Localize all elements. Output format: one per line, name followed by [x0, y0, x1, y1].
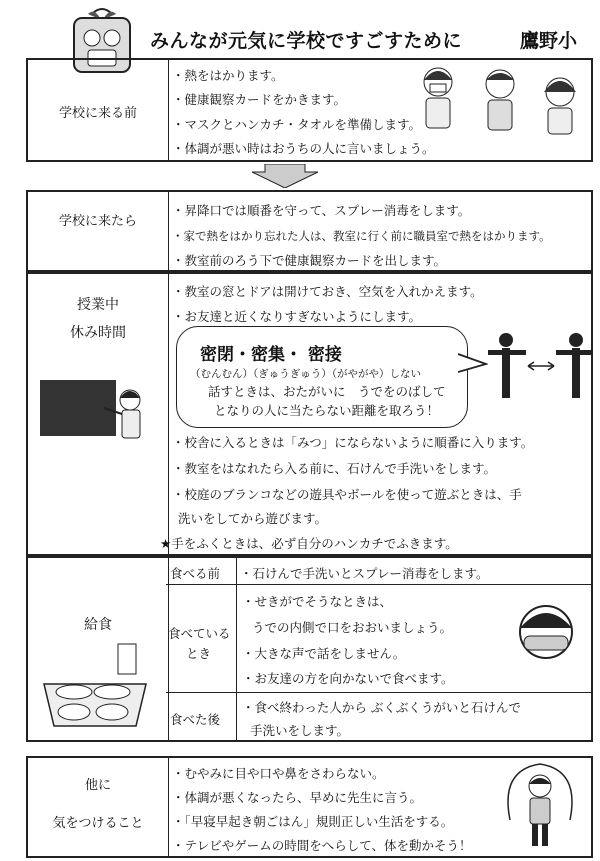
list-item: ・体調が悪くなったら、早めに先生に言う。 [172, 790, 423, 805]
lunch-row-divider [166, 584, 593, 585]
cough-child-illustration [512, 598, 580, 668]
divider [168, 60, 169, 160]
list-item: 洗いをしてから遊びます。 [178, 511, 328, 526]
list-item: ・食べ終わった人から ぶくぶくうがいと石けんで [242, 700, 521, 715]
three-c-readings: （むんむん）（ぎゅうぎゅう）（がやがや）しない [190, 368, 421, 380]
bubble-tail [458, 352, 488, 376]
divider [168, 192, 169, 270]
teacher-blackboard-illustration [40, 380, 150, 442]
section-label-other: 気をつけること [52, 816, 144, 831]
arrow-down-icon [250, 164, 320, 188]
section-label-class: 授業中 [77, 297, 119, 313]
lunch-tray-illustration [40, 640, 150, 730]
section-label-break: 休み時間 [70, 325, 126, 341]
distance-people-illustration [488, 332, 593, 402]
list-item: ・テレビやゲームの時間をへらして、体を動かそう！ [172, 838, 472, 853]
jump-rope-child-illustration [500, 760, 580, 855]
lunch-before-label: 食べる前 [170, 566, 221, 581]
list-item: ・せきがでそうなときは、 [242, 594, 393, 609]
list-item: ・お友達の方を向かないで食べます。 [242, 671, 454, 686]
section-label-arrived: 学校に来たら [58, 214, 137, 229]
list-item: ・校庭のブランコなどの遊具やボールを使って遊ぶときは、手 [172, 487, 522, 502]
list-item: ・校舎に入るときは「みつ」にならないように順番に入ります。 [172, 435, 534, 450]
distance-note: 話すときは、おたがいに うでをのばして [208, 384, 446, 399]
divider [168, 558, 169, 740]
section-label-before-school: 学校に来る前 [58, 106, 137, 121]
list-item: ・体調が悪い時はおうちの人に言いましょう。 [172, 141, 435, 156]
list-item: ★手をふくときは、必ず自分のハンカチでふきます。 [160, 536, 458, 551]
list-item: ・大きな声で話をしません。 [242, 646, 406, 661]
list-item: うでの内側で口をおおいましょう。 [252, 620, 453, 635]
distance-note: となりの人に当たらない距離を取ろう！ [214, 403, 440, 418]
list-item: ・石けんで手洗いとスプレー消毒をします。 [240, 566, 489, 581]
lunch-after-label: 食べた後 [170, 712, 221, 727]
list-item: ・家で熱をはかり忘れた人は、教室に行く前に職員室で熱をはかります。 [172, 229, 551, 243]
list-item: ・熱をはかります。 [172, 68, 284, 83]
list-item: ・教室をはなれたら入る前に、石けんで手洗いをします。 [172, 461, 497, 476]
section-label-other: 他に [84, 778, 111, 793]
list-item: ・「早寝早起き朝ごはん」規則正しい生活をする。 [172, 814, 454, 829]
divider [168, 274, 169, 554]
page-title: みんなが元気に学校ですごすために [150, 30, 463, 52]
list-item: ・教室の窓とドアは開けておき、空気を入れかえます。 [172, 284, 483, 299]
section-label-lunch: 給食 [84, 617, 112, 633]
list-item: ・マスクとハンカチ・タオルを準備します。 [172, 117, 422, 132]
list-item: ・昇降口では順番を守って、スプレー消毒をします。 [172, 203, 471, 218]
divider [168, 758, 169, 856]
list-item: ・お友達と近くなりすぎないようにします。 [172, 309, 422, 324]
three-c-heading: 密閉・密集・ 密接 [200, 345, 342, 365]
list-item: ・教室前のろう下で健康観察カードを出します。 [172, 253, 447, 268]
children-illustration [410, 62, 585, 136]
list-item: 手洗いをします。 [250, 723, 350, 738]
list-item: ・むやみに目や口や鼻をさわらない。 [172, 766, 385, 781]
school-name: 鷹野小 [520, 30, 578, 52]
lunch-during-label: 食べている [168, 626, 231, 641]
lunch-row-divider [166, 692, 593, 693]
list-item: ・健康観察カードをかきます。 [172, 92, 347, 107]
lunch-during-label: とき [186, 646, 212, 661]
